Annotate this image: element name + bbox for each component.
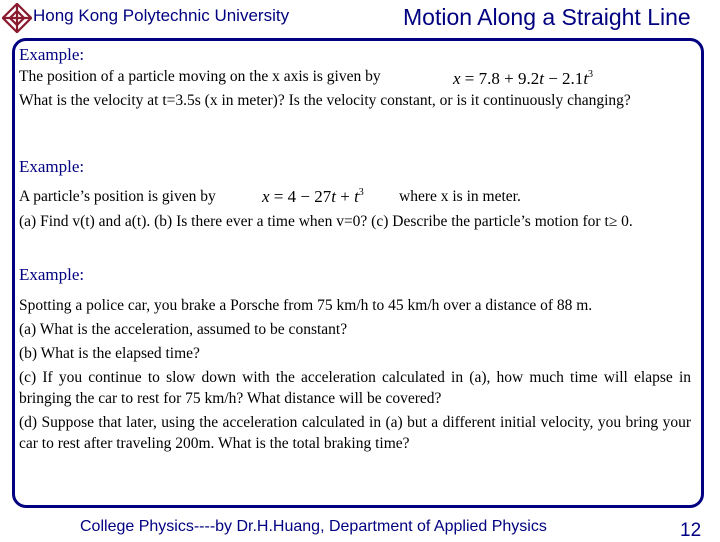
example-1	[19, 44, 691, 111]
page-number: 12	[680, 520, 702, 541]
example-1-question: What is the velocity at t=3.5s (x in meter)? Is the velocity constant, or is it continuously changing?	[19, 92, 631, 109]
example-2	[19, 156, 691, 232]
example-2-after-equation: where x is in meter.	[399, 188, 521, 205]
example-3-part-a: (a) What is the acceleration, assumed to be constant?	[19, 321, 348, 338]
example-3-part-d: (d) Suppose that later, using the acceleration calculated in (a) but a different initial velocity, you bring your car to rest after traveling 200m. What is the total braking time?	[19, 414, 691, 452]
example-label: Example:	[19, 45, 85, 64]
example-3-part-c: (c) If you continue to slow down with the acceleration calculated in (a), how much time will elapse in bringing the car to rest for 75 km/h? What distance will be covered?	[19, 369, 691, 407]
example-1-intro-line	[19, 66, 691, 87]
example-2-question: (a) Find v(t) and a(t). (b) Is there ever a time when v=0? (c) Describe the particle’s motion for t≥ 0.	[19, 213, 633, 230]
footer-text: College Physics----by Dr.H.Huang, Department of Applied Physics	[80, 518, 547, 535]
example-3	[19, 264, 691, 454]
slide-title: Motion Along a Straight Line	[403, 4, 691, 30]
university-name: Hong Kong Polytechnic University	[33, 6, 290, 25]
example-label: Example:	[19, 265, 85, 284]
example-2-equation: $x = 4 - 27t + t^3$	[262, 187, 364, 206]
example-1-intro: The position of a particle moving on the x axis is given by	[19, 68, 381, 85]
example-1-equation: $x = 7.8 + 9.2t - 2.1t^3$	[453, 69, 594, 88]
example-3-part-b: (b) What is the elapsed time?	[19, 345, 200, 362]
example-2-intro: A particle’s position is given by	[19, 188, 216, 205]
example-3-intro: Spotting a police car, you brake a Porsche from 75 km/h to 45 km/h over a distance of 88 m.	[19, 297, 593, 314]
example-label: Example:	[19, 157, 85, 176]
example-2-intro-line	[19, 186, 691, 208]
university-logo-icon	[2, 3, 32, 33]
